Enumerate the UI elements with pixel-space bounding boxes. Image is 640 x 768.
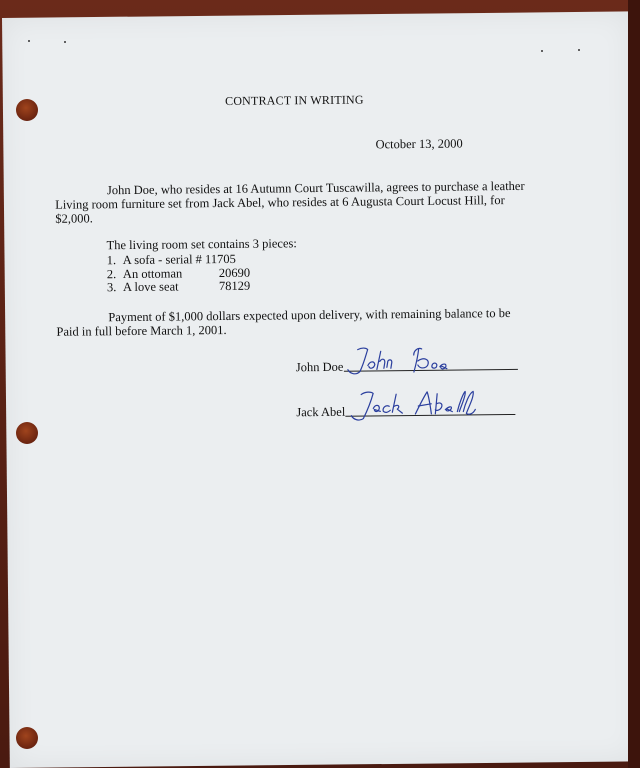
payment-paragraph xyxy=(56,306,526,339)
list-item xyxy=(107,280,250,295)
signature-label: Jack Abel xyxy=(296,404,346,420)
item-number: 2. xyxy=(106,266,117,281)
item-number: 1. xyxy=(106,253,117,268)
intro-paragraph xyxy=(55,179,530,226)
item-serial: 20690 xyxy=(218,265,251,280)
items-intro: The living room set contains 3 pieces: xyxy=(106,236,297,253)
signature-line xyxy=(345,414,515,417)
items-list xyxy=(107,253,251,295)
item-name: A sofa - serial # 11705 xyxy=(122,251,236,268)
john-doe-signature xyxy=(343,344,463,377)
intro-paragraph-text: John Doe, who resides at 16 Autumn Court Tuscawilla, agrees to purchase a leather Living room furniture set from Jack Abel, who resides at 6 Augusta Court Locust Hill, for $2,000. xyxy=(55,178,525,226)
signature-row-john-doe xyxy=(296,358,518,375)
contract-date: October 13, 2000 xyxy=(375,136,463,152)
signature-line xyxy=(343,369,517,372)
item-number: 3. xyxy=(106,280,117,295)
payment-paragraph-text: Payment of $1,000 dollars expected upon delivery, with remaining balance to be Paid in full before March 1, 2001. xyxy=(56,306,511,339)
signature-label: John Doe xyxy=(295,359,344,375)
signature-row-jack-abel xyxy=(296,403,515,420)
item-serial: 78129 xyxy=(218,278,251,294)
jack-abel-signature xyxy=(345,387,485,422)
item-name: A love seat xyxy=(122,279,179,295)
item-name: An ottoman xyxy=(122,265,183,281)
contract-title: CONTRACT IN WRITING xyxy=(224,92,364,108)
